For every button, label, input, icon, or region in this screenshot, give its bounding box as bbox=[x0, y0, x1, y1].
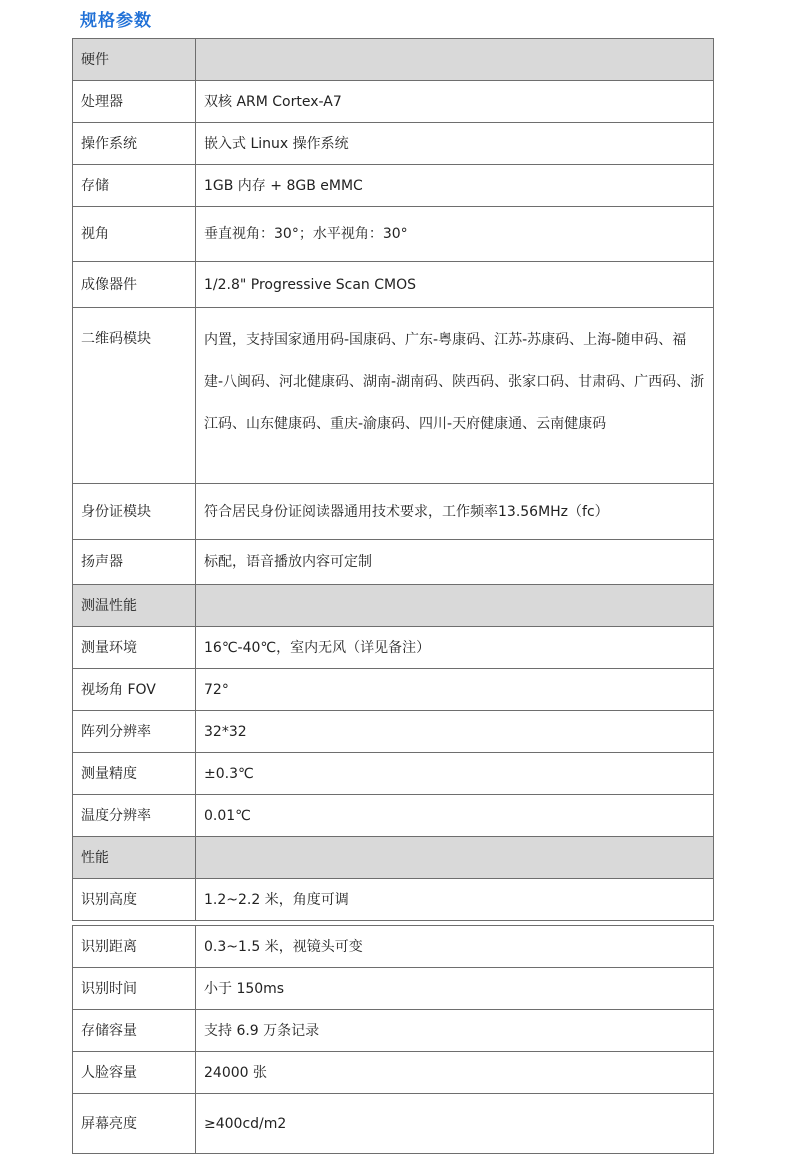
spec-row bbox=[73, 879, 714, 921]
spec-value: 垂直视角：30°；水平视角：30° bbox=[196, 207, 714, 262]
spec-label: 存储 bbox=[73, 165, 196, 207]
spec-value: 32*32 bbox=[196, 711, 714, 753]
spec-row bbox=[73, 753, 714, 795]
spec-label: 温度分辨率 bbox=[73, 795, 196, 837]
spec-value bbox=[196, 39, 714, 81]
spec-row bbox=[73, 308, 714, 484]
spec-label: 屏幕亮度 bbox=[73, 1094, 196, 1154]
page-title: 规格参数 bbox=[80, 11, 152, 31]
spec-value bbox=[196, 837, 714, 879]
spec-row bbox=[73, 1052, 714, 1094]
spec-row bbox=[73, 795, 714, 837]
spec-value: 嵌入式 Linux 操作系统 bbox=[196, 123, 714, 165]
section-header-row bbox=[73, 837, 714, 879]
spec-label: 操作系统 bbox=[73, 123, 196, 165]
spec-row bbox=[73, 926, 714, 968]
spec-row bbox=[73, 1094, 714, 1154]
spec-row bbox=[73, 207, 714, 262]
spec-row bbox=[73, 81, 714, 123]
spec-label: 扬声器 bbox=[73, 540, 196, 585]
spec-value: 72° bbox=[196, 669, 714, 711]
section-header-row bbox=[73, 585, 714, 627]
spec-label: 阵列分辨率 bbox=[73, 711, 196, 753]
spec-value: 1.2~2.2 米，角度可调 bbox=[196, 879, 714, 921]
spec-label: 测量环境 bbox=[73, 627, 196, 669]
spec-value: 1GB 内存 + 8GB eMMC bbox=[196, 165, 714, 207]
spec-label: 成像器件 bbox=[73, 262, 196, 308]
spec-label: 存储容量 bbox=[73, 1010, 196, 1052]
spec-value: 支持 6.9 万条记录 bbox=[196, 1010, 714, 1052]
spec-label: 人脸容量 bbox=[73, 1052, 196, 1094]
section-label: 性能 bbox=[73, 837, 196, 879]
spec-value: 符合居民身份证阅读器通用技术要求，工作频率13.56MHz（fc） bbox=[196, 484, 714, 540]
spec-row bbox=[73, 165, 714, 207]
spec-value: 24000 张 bbox=[196, 1052, 714, 1094]
spec-table-continued bbox=[72, 925, 714, 1154]
spec-label: 识别距离 bbox=[73, 926, 196, 968]
spec-value: 0.3~1.5 米，视镜头可变 bbox=[196, 926, 714, 968]
spec-label: 视角 bbox=[73, 207, 196, 262]
spec-value: 16℃-40℃，室内无风（详见备注） bbox=[196, 627, 714, 669]
spec-row bbox=[73, 669, 714, 711]
spec-value: 1/2.8" Progressive Scan CMOS bbox=[196, 262, 714, 308]
spec-label: 身份证模块 bbox=[73, 484, 196, 540]
spec-label: 识别时间 bbox=[73, 968, 196, 1010]
spec-label: 识别高度 bbox=[73, 879, 196, 921]
spec-row bbox=[73, 627, 714, 669]
spec-row bbox=[73, 711, 714, 753]
spec-label: 视场角 FOV bbox=[73, 669, 196, 711]
spec-row bbox=[73, 1010, 714, 1052]
spec-value bbox=[196, 585, 714, 627]
section-label: 测温性能 bbox=[73, 585, 196, 627]
spec-value: 小于 150ms bbox=[196, 968, 714, 1010]
spec-row bbox=[73, 484, 714, 540]
spec-label: 处理器 bbox=[73, 81, 196, 123]
spec-row bbox=[73, 123, 714, 165]
section-header-row bbox=[73, 39, 714, 81]
spec-value: 双核 ARM Cortex-A7 bbox=[196, 81, 714, 123]
spec-value: 内置，支持国家通用码-国康码、广东-粤康码、江苏-苏康码、上海-随申码、福建-八闽码、河北健康码、湖南-湖南码、陕西码、张家口码、甘肃码、广西码、浙江码、山东健康码、重庆-渝康码、四川-天府健康通、云南健康码 bbox=[196, 308, 714, 484]
spec-value: ≥400cd/m2 bbox=[196, 1094, 714, 1154]
spec-value: 标配，语音播放内容可定制 bbox=[196, 540, 714, 585]
spec-row bbox=[73, 262, 714, 308]
spec-table bbox=[72, 38, 714, 921]
spec-row bbox=[73, 968, 714, 1010]
spec-value: ±0.3℃ bbox=[196, 753, 714, 795]
spec-label: 二维码模块 bbox=[73, 308, 196, 484]
spec-label: 测量精度 bbox=[73, 753, 196, 795]
section-label: 硬件 bbox=[73, 39, 196, 81]
spec-row bbox=[73, 540, 714, 585]
spec-value: 0.01℃ bbox=[196, 795, 714, 837]
